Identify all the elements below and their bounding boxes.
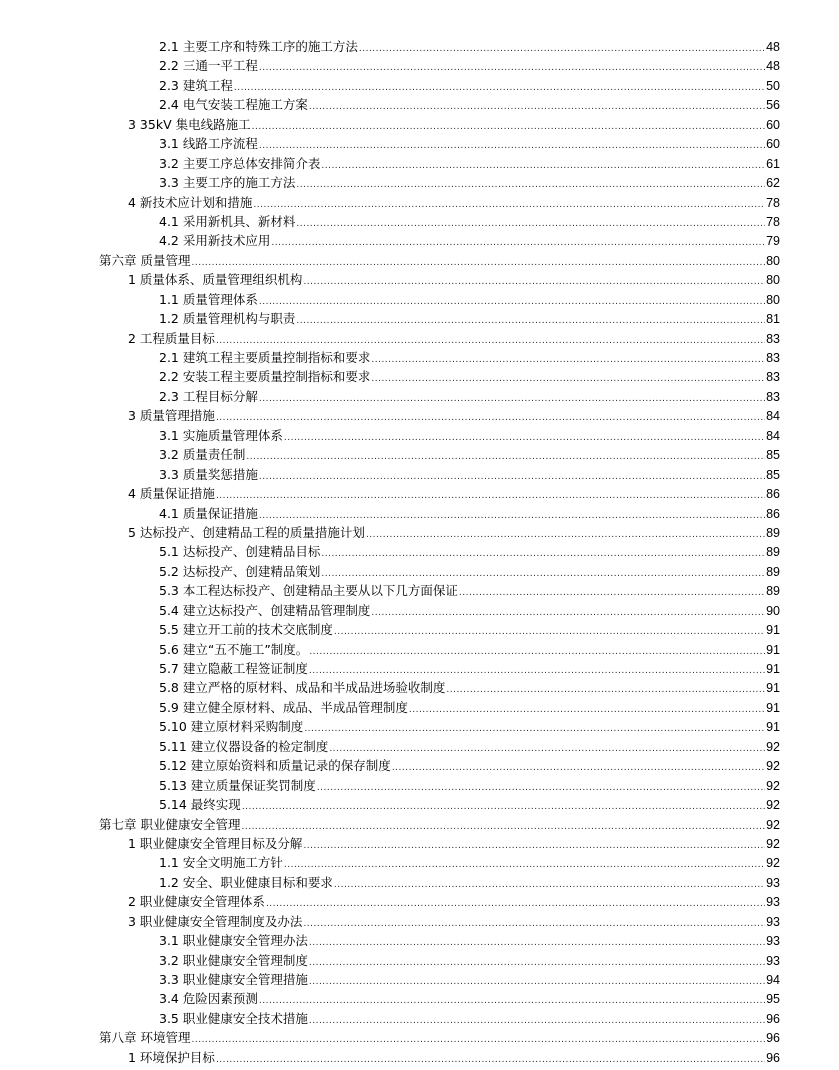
toc-entry-title: 3.1 线路工序流程	[159, 136, 258, 152]
toc-entry[interactable]	[0, 815, 839, 834]
toc-page-number: 93	[766, 934, 780, 949]
toc-page-number: 83	[766, 370, 780, 385]
toc-entry[interactable]	[0, 309, 839, 328]
toc-entry-title: 1.1 安全文明施工方针	[159, 855, 283, 871]
toc-page-number: 78	[766, 214, 780, 229]
toc-page-number: 90	[766, 603, 780, 618]
toc-entry-title: 3.5 职业健康安全技术措施	[159, 1010, 308, 1026]
toc-page-number: 60	[766, 137, 780, 152]
toc-page-number: 92	[766, 739, 780, 754]
toc-entry[interactable]	[0, 970, 839, 989]
toc-page-number: 48	[766, 59, 780, 74]
toc-entry[interactable]	[0, 484, 839, 503]
toc-page-number: 86	[766, 506, 780, 521]
toc-entry[interactable]	[0, 717, 839, 736]
toc-entry[interactable]	[0, 640, 839, 659]
toc-page-number: 84	[766, 428, 780, 443]
toc-entry[interactable]	[0, 892, 839, 911]
toc-page-number: 78	[766, 195, 780, 210]
toc-page-number: 91	[766, 700, 780, 715]
toc-entry-title: 第八章 环境管理	[99, 1030, 191, 1046]
toc-entry[interactable]	[0, 659, 839, 678]
toc-entry[interactable]	[0, 270, 839, 289]
toc-page-number: 92	[766, 856, 780, 871]
toc-entry[interactable]	[0, 853, 839, 872]
toc-page-number: 91	[766, 720, 780, 735]
toc-page-number: 95	[766, 992, 780, 1007]
toc-entry[interactable]	[0, 56, 839, 75]
toc-entry[interactable]	[0, 76, 839, 95]
toc-entry-title: 3.4 危险因素预测	[159, 991, 258, 1007]
toc-entry[interactable]	[0, 387, 839, 406]
toc-entry[interactable]	[0, 1048, 839, 1067]
toc-entry-title: 4.2 采用新技术应用	[159, 233, 271, 249]
toc-page-number: 96	[766, 1011, 780, 1026]
toc-page-number: 96	[766, 1050, 780, 1065]
toc-page-number: 93	[766, 953, 780, 968]
toc-page-number: 50	[766, 78, 780, 93]
toc-entry-title: 5.5 建立开工前的技术交底制度	[159, 622, 333, 638]
toc-entry-title: 1.2 质量管理机构与职责	[159, 311, 296, 327]
toc-page-number: 60	[766, 117, 780, 132]
toc-page-number: 80	[766, 253, 780, 268]
toc-entry-title: 5.9 建立健全原材料、成品、半成品管理制度	[159, 699, 408, 715]
toc-entry-title: 5.10 建立原材料采购制度	[159, 719, 304, 735]
toc-entry[interactable]	[0, 776, 839, 795]
toc-page-number: 92	[766, 759, 780, 774]
toc-entry[interactable]	[0, 37, 839, 56]
toc-entry-title: 2.1 主要工序和特殊工序的施工方法	[159, 39, 358, 54]
toc-entry[interactable]	[0, 795, 839, 814]
toc-entry[interactable]	[0, 951, 839, 970]
toc-entry-title: 2.1 建筑工程主要质量控制指标和要求	[159, 350, 371, 365]
toc-entry[interactable]	[0, 173, 839, 192]
toc-entry-title: 1 职业健康安全管理目标及分解	[128, 835, 303, 851]
toc-page-number: 89	[766, 584, 780, 599]
toc-page-number: 85	[766, 448, 780, 463]
toc-entry[interactable]	[0, 989, 839, 1008]
toc-entry-title: 5.2 达标投产、创建精品策划	[159, 563, 321, 579]
toc-entry[interactable]	[0, 212, 839, 231]
toc-entry[interactable]	[0, 95, 839, 114]
toc-page-number: 85	[766, 467, 780, 482]
toc-page-number: 94	[766, 973, 780, 987]
toc-entry-title: 5.6 建立“五不施工”制度。	[159, 641, 309, 657]
toc-entry[interactable]	[0, 290, 839, 309]
toc-entry[interactable]	[0, 231, 839, 250]
toc-entry-title: 第六章 质量管理	[99, 252, 191, 268]
toc-page-number: 86	[766, 487, 780, 502]
toc-entry[interactable]	[0, 504, 839, 523]
toc-entry[interactable]	[0, 581, 839, 600]
toc-entry-title: 4 新技术应计划和措施	[128, 194, 253, 210]
toc-entry[interactable]	[0, 756, 839, 775]
toc-entry[interactable]	[0, 542, 839, 561]
toc-entry[interactable]	[0, 348, 839, 367]
toc-entry-title: 3.3 质量奖惩措施	[159, 466, 258, 482]
toc-entry-title: 1 环境保护目标	[128, 1049, 215, 1065]
toc-entry-title: 2.2 三通一平工程	[159, 58, 258, 74]
toc-page-number: 92	[766, 778, 780, 793]
toc-entry[interactable]	[0, 154, 839, 173]
toc-entry-title: 2.2 安装工程主要质量控制指标和要求	[159, 369, 371, 385]
toc-page-number: 93	[766, 875, 780, 890]
toc-entry-title: 5.4 建立达标投产、创建精品管理制度	[159, 602, 371, 618]
toc-entry-title: 2.3 工程目标分解	[159, 388, 258, 404]
toc-page-number: 93	[766, 895, 780, 910]
toc-entry-title: 5.11 建立仪器设备的检定制度	[159, 738, 329, 754]
toc-entry-title: 3.2 主要工序总体安排简介表	[159, 155, 321, 171]
toc-entry-title: 4 质量保证措施	[128, 486, 215, 502]
toc-page-number: 91	[766, 623, 780, 638]
toc-entry-title: 1 质量体系、质量管理组织机构	[128, 272, 303, 288]
toc-entry-title: 2.4 电气安装工程施工方案	[159, 97, 308, 113]
toc-page-number: 62	[766, 176, 780, 191]
toc-entry-title: 2 工程质量目标	[128, 330, 215, 346]
toc-entry[interactable]	[0, 620, 839, 639]
toc-entry-title: 5 达标投产、创建精品工程的质量措施计划	[128, 524, 365, 540]
toc-entry[interactable]	[0, 367, 839, 386]
toc-page-number: 84	[766, 409, 780, 424]
toc-entry[interactable]	[0, 601, 839, 620]
toc-entry-title: 3.2 质量责任制	[159, 447, 246, 463]
table-of-contents	[0, 37, 839, 1067]
toc-entry[interactable]	[0, 193, 839, 212]
toc-entry[interactable]	[0, 134, 839, 153]
toc-entry-title: 3 35kV 集电线路施工	[128, 116, 251, 132]
toc-entry-title: 2 职业健康安全管理体系	[128, 894, 265, 910]
toc-entry-title: 5.12 建立原始资料和质量记录的保存制度	[159, 758, 391, 774]
toc-page-number: 80	[766, 292, 780, 307]
toc-entry-title: 5.13 建立质量保证奖罚制度	[159, 777, 316, 793]
toc-page-number: 92	[766, 798, 780, 813]
toc-entry-title: 3.2 职业健康安全管理制度	[159, 952, 308, 968]
toc-page-number: 93	[766, 914, 780, 929]
toc-page-number: 79	[766, 234, 780, 249]
toc-entry[interactable]	[0, 426, 839, 445]
toc-entry-title: 3.3 职业健康安全管理措施	[159, 972, 308, 987]
toc-page-number: 89	[766, 545, 780, 560]
toc-entry-title: 5.8 建立严格的原材料、成品和半成品进场验收制度	[159, 680, 446, 696]
toc-page-number: 89	[766, 564, 780, 579]
toc-entry-title: 1.1 质量管理体系	[159, 291, 258, 307]
toc-entry-title: 5.3 本工程达标投产、创建精品主要从以下几方面保证	[159, 583, 458, 599]
toc-entry-title: 5.14 最终实现	[159, 797, 241, 813]
toc-page-number: 96	[766, 1031, 780, 1046]
toc-entry[interactable]	[0, 523, 839, 542]
toc-entry-title: 第七章 职业健康安全管理	[99, 816, 241, 832]
toc-entry[interactable]	[0, 445, 839, 464]
toc-page-number: 92	[766, 817, 780, 832]
toc-entry[interactable]	[0, 329, 839, 348]
toc-entry-title: 3 质量管理措施	[128, 408, 215, 424]
toc-entry[interactable]	[0, 873, 839, 892]
toc-page-number: 81	[766, 312, 780, 327]
toc-page-number: 61	[766, 156, 780, 171]
toc-page-number: 91	[766, 662, 780, 676]
toc-page-number: 83	[766, 331, 780, 346]
toc-entry[interactable]	[0, 737, 839, 756]
toc-leader-dots	[216, 1051, 765, 1070]
toc-entry[interactable]	[0, 678, 839, 697]
toc-entry-title: 3.1 职业健康安全管理办法	[159, 933, 308, 949]
toc-entry-title: 2.3 建筑工程	[159, 77, 233, 93]
toc-entry[interactable]	[0, 912, 839, 931]
toc-entry-title: 3.3 主要工序的施工方法	[159, 175, 296, 191]
toc-page-number: 92	[766, 836, 780, 851]
toc-entry[interactable]	[0, 465, 839, 484]
toc-entry-title: 5.1 达标投产、创建精品目标	[159, 544, 321, 560]
toc-entry-title: 4.1 质量保证措施	[159, 505, 258, 521]
toc-entry[interactable]	[0, 1009, 839, 1028]
toc-entry[interactable]	[0, 562, 839, 581]
toc-entry[interactable]	[0, 251, 839, 270]
toc-entry[interactable]	[0, 698, 839, 717]
toc-page-number: 80	[766, 273, 780, 288]
toc-entry[interactable]	[0, 115, 839, 134]
toc-entry-title: 3 职业健康安全管理制度及办法	[128, 913, 303, 929]
toc-entry[interactable]	[0, 931, 839, 950]
toc-entry-title: 1.2 安全、职业健康目标和要求	[159, 874, 333, 890]
toc-page-number: 48	[766, 40, 780, 54]
toc-entry[interactable]	[0, 834, 839, 853]
toc-page-number: 91	[766, 681, 780, 696]
toc-page-number: 56	[766, 98, 780, 113]
toc-entry-title: 5.7 建立隐蔽工程签证制度	[159, 661, 308, 676]
toc-entry[interactable]	[0, 1028, 839, 1047]
toc-page-number: 83	[766, 351, 780, 365]
toc-entry[interactable]	[0, 406, 839, 425]
toc-page-number: 83	[766, 389, 780, 404]
toc-entry-title: 3.1 实施质量管理体系	[159, 427, 283, 443]
toc-page-number: 89	[766, 525, 780, 540]
toc-entry-title: 4.1 采用新机具、新材料	[159, 213, 296, 229]
toc-page-number: 91	[766, 642, 780, 657]
